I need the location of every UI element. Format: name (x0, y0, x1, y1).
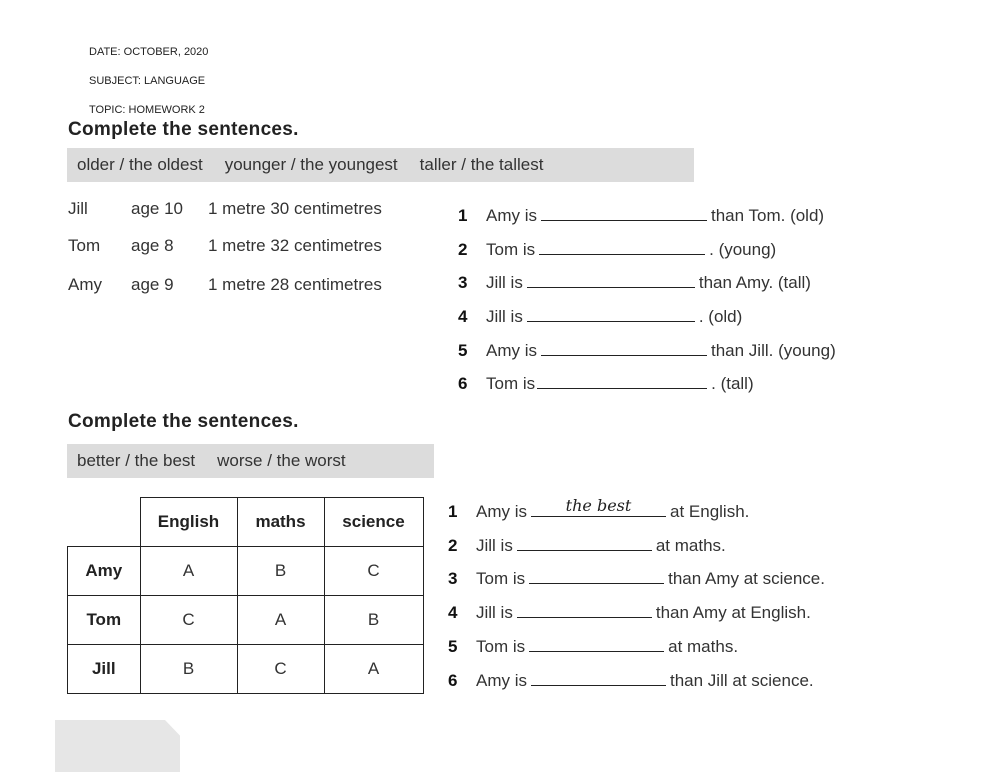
date-label: DATE: OCTOBER, 2020 (89, 46, 209, 58)
answer-blank[interactable] (527, 269, 695, 288)
table-corner-cell (68, 498, 141, 547)
sentence-start: Tom is (476, 637, 526, 656)
exercise2-sentence (448, 599, 811, 623)
sentence-number: 2 (448, 536, 458, 555)
sentence-start: Amy is (486, 206, 537, 225)
sentence-start: Amy is (476, 502, 527, 521)
answer-blank[interactable] (539, 236, 705, 255)
exercise1-sentence (458, 337, 836, 361)
sentence-end: . (old) (698, 307, 743, 326)
subject-label: SUBJECT: LANGUAGE (89, 75, 206, 87)
answer-blank[interactable] (541, 337, 707, 356)
person-age: age 8 (131, 236, 174, 255)
person-height: 1 metre 30 centimetres (208, 199, 382, 218)
word-pair: older / the oldest (77, 155, 203, 174)
sentence-number: 6 (458, 374, 468, 393)
column-header: English (140, 498, 237, 547)
person-height: 1 metre 28 centimetres (208, 275, 382, 294)
sentence-start: Amy is (486, 341, 537, 360)
word-pair: younger / the youngest (224, 155, 398, 174)
sentence-number: 4 (448, 603, 458, 622)
column-header: science (324, 498, 423, 547)
section2-word-box (67, 444, 434, 478)
sentence-start: Tom is (476, 569, 526, 588)
table-row (68, 645, 424, 694)
person-age: age 9 (131, 275, 174, 294)
table-row (68, 547, 424, 596)
answer-blank[interactable] (537, 370, 707, 389)
sentence-end: at maths. (668, 637, 739, 656)
sentence-number: 3 (458, 273, 468, 292)
sentence-start: Jill is (486, 307, 523, 326)
person-name: Amy (68, 275, 102, 294)
sentence-end: . (tall) (711, 374, 754, 393)
answer-blank[interactable] (527, 303, 695, 322)
table-row (68, 596, 424, 645)
word-pair: worse / the worst (217, 451, 346, 470)
sentence-number: 4 (458, 307, 468, 326)
exercise1-sentence (458, 303, 742, 327)
answer-blank[interactable] (531, 667, 666, 686)
sentence-start: Jill is (476, 603, 513, 622)
grade-cell: A (140, 547, 237, 596)
answer-blank[interactable] (529, 565, 664, 584)
word-pair: better / the best (77, 451, 196, 470)
topic-label: TOPIC: HOMEWORK 2 (89, 104, 205, 116)
answer-blank[interactable] (531, 498, 666, 517)
sentence-end: than Amy. (tall) (698, 273, 811, 292)
grades-table (67, 497, 424, 694)
sentence-end: at English. (670, 502, 750, 521)
sentence-number: 1 (448, 502, 458, 521)
sentence-end: than Amy at English. (655, 603, 811, 622)
grade-cell: B (324, 596, 423, 645)
column-header: maths (237, 498, 324, 547)
sentence-end: than Amy at science. (668, 569, 825, 588)
handwritten-answer: the best (565, 496, 632, 515)
answer-blank[interactable] (541, 202, 707, 221)
sentence-number: 6 (448, 671, 458, 690)
sentence-number: 2 (458, 240, 468, 259)
grade-cell: C (324, 547, 423, 596)
sentence-start: Tom is (486, 240, 536, 259)
exercise2-sentence (448, 667, 814, 691)
sentence-start: Jill is (476, 536, 513, 555)
person-height: 1 metre 32 centimetres (208, 236, 382, 255)
row-header: Tom (68, 596, 141, 645)
section2-heading: Complete the sentences. (68, 411, 299, 432)
sentence-end: at maths. (655, 536, 726, 555)
word-pair: taller / the tallest (419, 155, 544, 174)
answer-blank[interactable] (517, 599, 652, 618)
answer-blank[interactable] (529, 633, 664, 652)
grade-cell: C (140, 596, 237, 645)
sentence-start: Tom is (486, 374, 536, 393)
grade-cell: A (324, 645, 423, 694)
page-corner-decoration (55, 720, 180, 772)
person-name: Jill (68, 199, 88, 218)
answer-blank[interactable] (517, 532, 652, 551)
sentence-end: than Tom. (old) (711, 206, 825, 225)
exercise1-sentence (458, 370, 754, 394)
sentence-end: than Jill. (young) (711, 341, 836, 360)
sentence-start: Jill is (486, 273, 523, 292)
table-header-row (68, 498, 424, 547)
sentence-number: 5 (448, 637, 458, 656)
sentence-number: 3 (448, 569, 458, 588)
exercise2-sentence (448, 633, 738, 657)
exercise2-sentence (448, 498, 749, 522)
grade-cell: C (237, 645, 324, 694)
sentence-end: . (young) (709, 240, 777, 259)
person-age: age 10 (131, 199, 183, 218)
sentence-number: 5 (458, 341, 468, 360)
grade-cell: B (237, 547, 324, 596)
exercise1-sentence (458, 202, 824, 226)
row-header: Amy (68, 547, 141, 596)
sentence-start: Amy is (476, 671, 527, 690)
row-header: Jill (68, 645, 141, 694)
sentence-end: than Jill at science. (670, 671, 814, 690)
sentence-number: 1 (458, 206, 468, 225)
grade-cell: B (140, 645, 237, 694)
section1-heading: Complete the sentences. (68, 119, 299, 140)
exercise1-sentence (458, 269, 811, 293)
exercise1-sentence (458, 236, 776, 260)
exercise2-sentence (448, 532, 726, 556)
grade-cell: A (237, 596, 324, 645)
exercise2-sentence (448, 565, 825, 589)
section1-word-box (67, 148, 694, 182)
person-name: Tom (68, 236, 101, 255)
